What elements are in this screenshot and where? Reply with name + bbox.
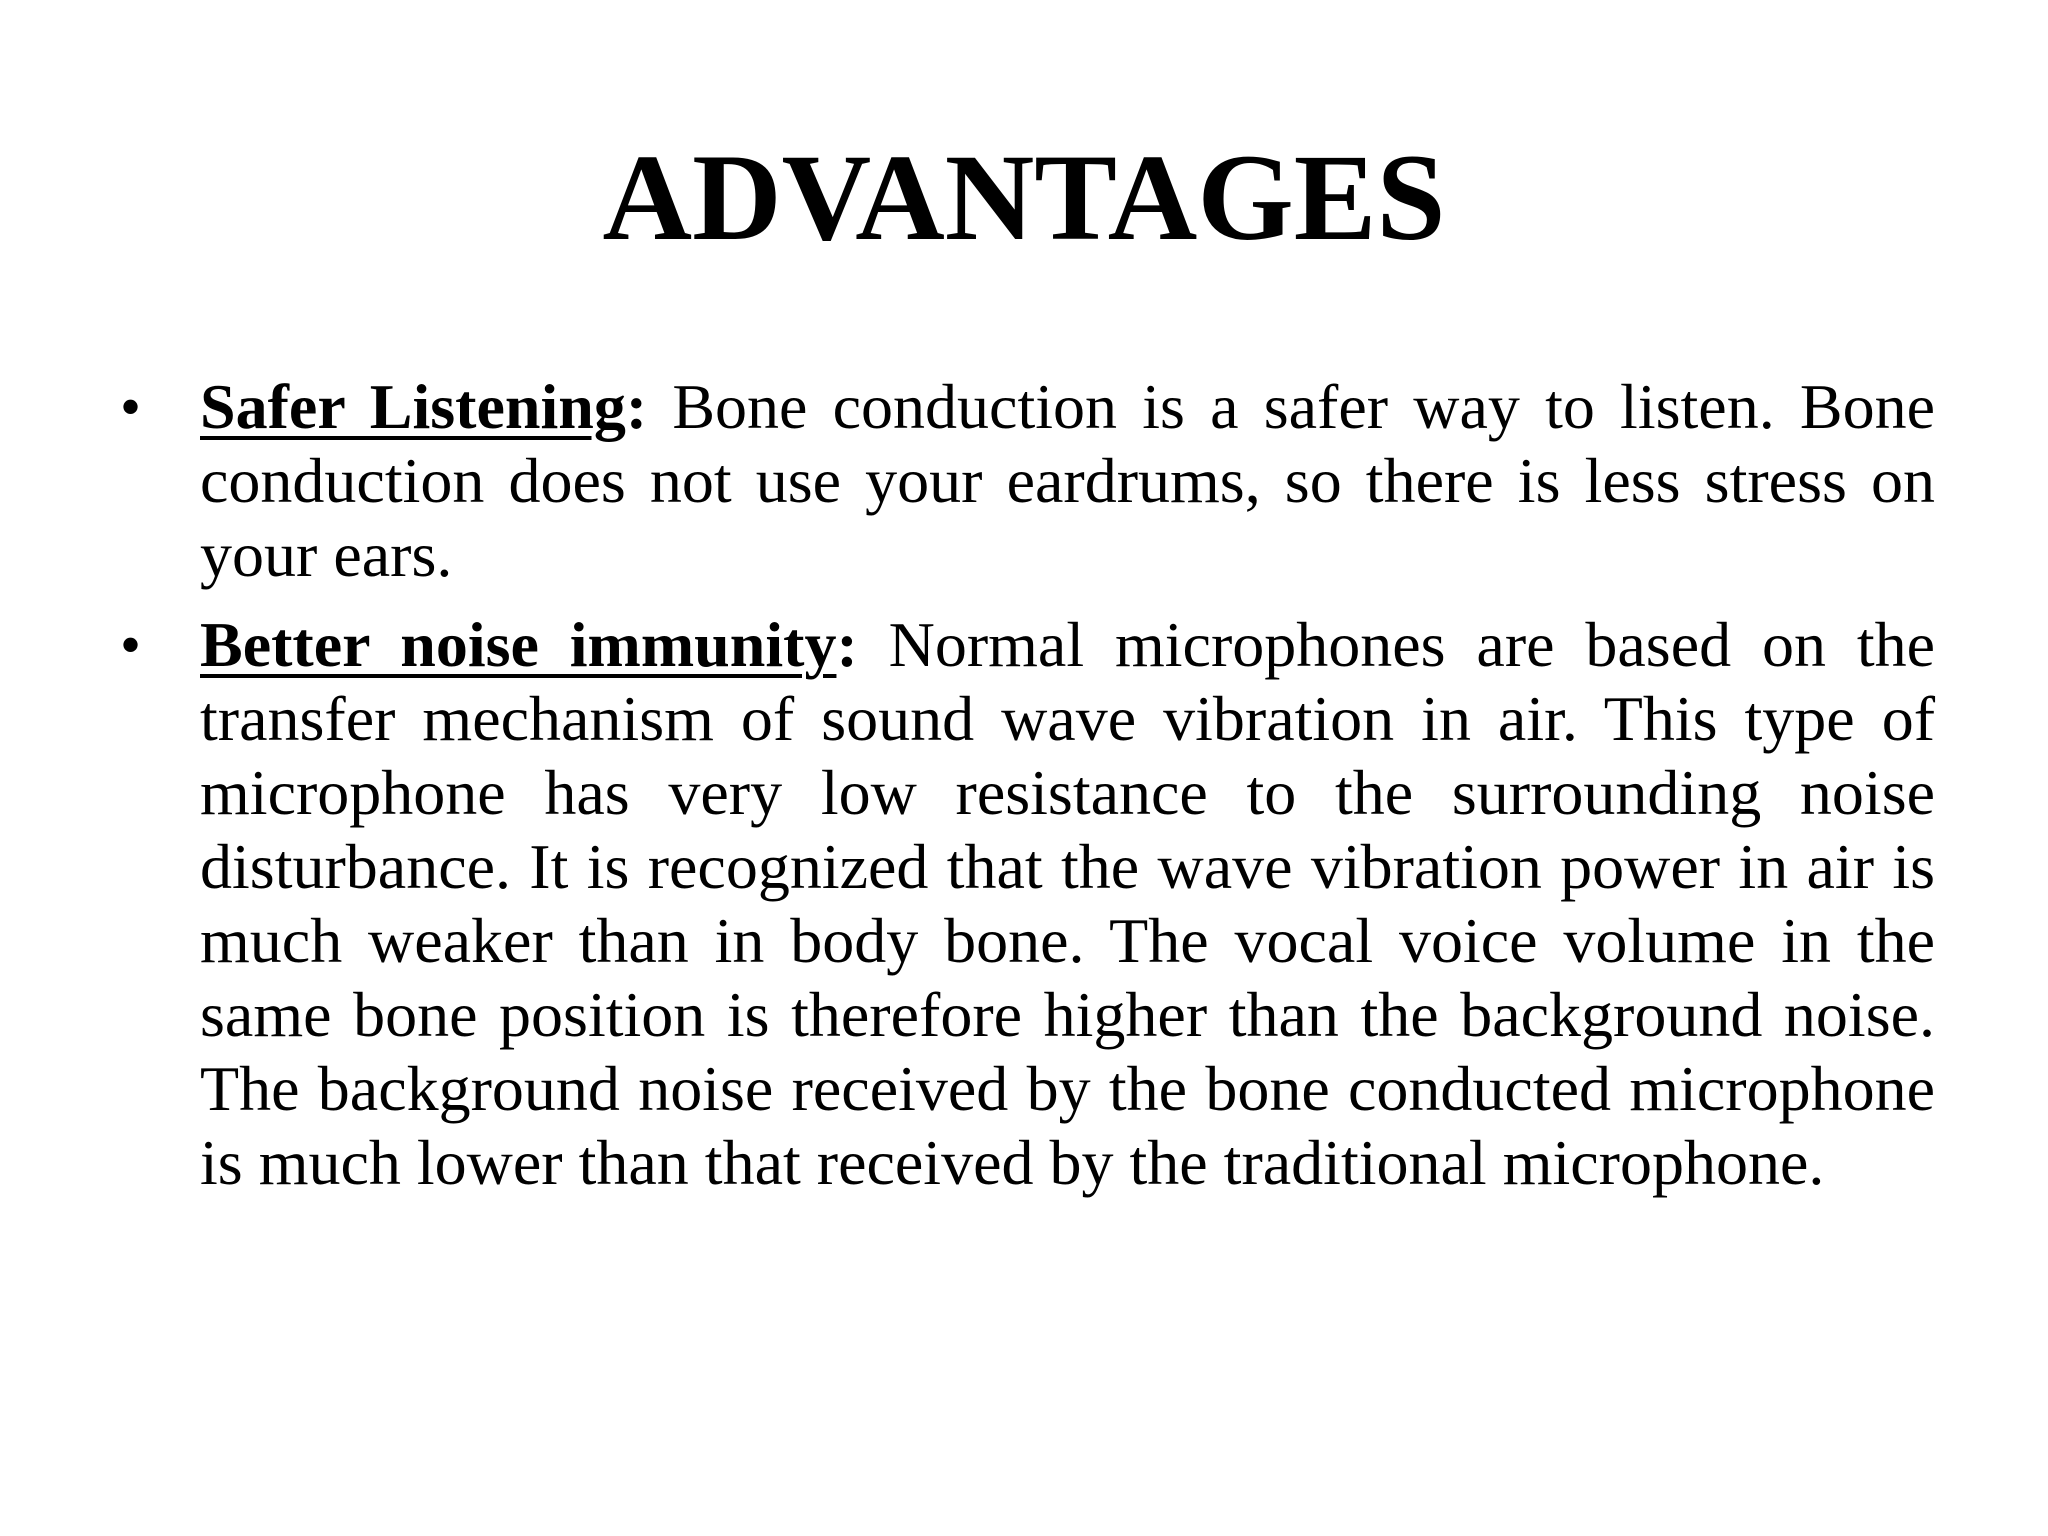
bullet-term-colon: : [625, 371, 648, 442]
bullet-dot-icon: • [120, 374, 142, 440]
bullet-term: Better noise immunity [200, 609, 837, 680]
bullet-item-safer-listening [120, 370, 1936, 592]
bullet-item-better-noise-immunity [120, 608, 1935, 1200]
bullet-dot-icon: • [120, 612, 142, 678]
bullet-term-colon: : [836, 609, 858, 680]
slide-title: ADVANTAGES [602, 129, 1446, 266]
bullet-list [120, 370, 1936, 1200]
bullet-term: Safer Listening [200, 371, 626, 442]
bullet-text: Bone conduction is a safer way to listen. Bone conduction does not use your eardrums, so there is less stress on your ears. [200, 371, 1936, 590]
bullet-text: Normal microphones are based on the transfer mechanism of sound wave vibration in air. This type of microphone has very low resistance to the surrounding noise disturbance. It is recognized that the wave vibration power in air is much weaker than in body bone. The vocal voice volume in the same bone position is therefore higher than the background noise. The background noise received by the bone conducted microphone is much lower than that received by the traditional microphone. [200, 609, 1935, 1198]
